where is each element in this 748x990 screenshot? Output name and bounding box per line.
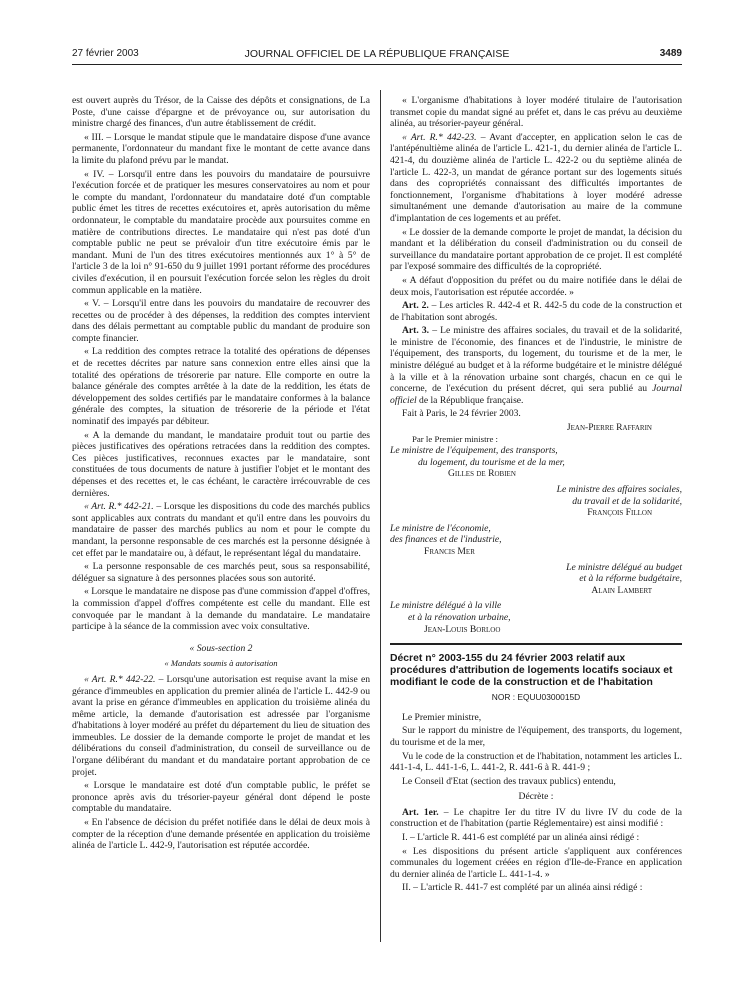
minister-title: et à la réforme budgétaire, — [579, 573, 682, 585]
minister-title: Le ministre de l'économie, — [390, 522, 491, 534]
paragraph: Vu le code de la construction et de l'habitation, notamment les articles L. 441-1-4, L. 441-1-6, L. 441-2, R. 441-6 à R. 441-9 ; — [390, 750, 682, 774]
minister-title: du logement, du tourisme et de la mer, — [418, 456, 565, 468]
paragraph: « IV. – Lorsqu'il entre dans les pouvoirs du mandataire de poursuivre l'exécution forcée et de pratiquer les mesures conservatoires au nom et pour le compte du mandant, l'ordonnateur du mandataire doté d'un comptable public émet les titres de recettes exécutoires et, après autorisation du même ordonnateur, le comptable du mandataire procède aux poursuites comme en matière de contributions directes. Le mandataire qui n'est pas doté d'un comptable public ne peut se prévaloir d'un titre exécutoire émis par le mandant. Muni de l'un des titres exécutoires mentionnés aux 1° à 5° de l'article 3 de la loi n° 91-650 du 9 juillet 1991 portant réforme des procédures civiles d'exécution, il en poursuit l'exécution forcée selon les règles du droit commun applicable en la matière. — [72, 168, 370, 296]
article-text: – Le ministre des affaires sociales, du travail et de la solidarité, le ministre de l'économie, des finances et de l'industrie, le ministre de l'équipement, des transports, du logement, du tourisme et de la mer, le ministre délégué au budget et à la réforme budgétaire et le ministre délégué à la ville et à la rénovation urbaine sont chargés, chacun en ce qui le concerne, de l'exécution du présent décret, qui sera publié au — [390, 325, 682, 395]
column-separator — [380, 90, 381, 942]
done-at: Fait à Paris, le 24 février 2003. — [402, 408, 521, 420]
left-column — [72, 95, 370, 854]
subsection-heading: « Sous-section 2 — [189, 642, 253, 654]
article-3 — [390, 325, 682, 406]
journal-ref: Journal officiel — [390, 383, 682, 406]
minister-name: Francis Mer — [424, 545, 475, 557]
paragraph: Le Conseil d'Etat (section des travaux publics) entendu, — [402, 775, 616, 787]
issue-date: 27 février 2003 — [72, 48, 139, 59]
minister-title: des finances et de l'industrie, — [390, 534, 502, 546]
page-number: 3489 — [659, 48, 682, 59]
minister-name: Jean-Louis Borloo — [424, 623, 501, 635]
minister-title: Le ministre de l'équipement, des transports, — [390, 445, 558, 457]
decrete: Décrète : — [518, 791, 554, 803]
paragraph: « La reddition des comptes retrace la totalité des opérations de dépenses et de recettes décrites par nature sans connexion entre elles ainsi que la totalité des opérations de trésorerie par nature. Elle comporte en outre la balance générale des comptes arrêtée à la date de la reddition, les états de développement des soldes certifiés par le mandataire conformes à la balance générale des comptes, la situation de trésorerie de la période et l'état nominatif des impayés par débiteur. — [72, 346, 370, 428]
minister-title: Le ministre délégué au budget — [566, 561, 682, 573]
paragraph: Le Premier ministre, — [402, 711, 482, 723]
paragraph: « III. – Lorsque le mandat stipule que le mandataire dispose d'une avance permanente, l'ordonnateur du mandant fixe le montant de cette avance dans la limite du plafond prévu par le mandat. — [72, 131, 370, 166]
article-ref: « Art. R.* 442-23. — [402, 131, 477, 143]
paragraph: II. – L'article R. 441-7 est complété par un alinéa ainsi rédigé : — [402, 882, 643, 894]
minister-title: Le ministre délégué à la ville — [390, 600, 502, 612]
minister-name: François Fillon — [587, 507, 652, 519]
article-text: – Les articles R. 442-4 et R. 442-5 du code de la construction et de l'habitation sont abrogés. — [390, 300, 683, 323]
article-label: Art. 3. — [402, 325, 430, 337]
paragraph: « Les dispositions du présent article s'appliquent aux conférences communales du logement créées en région d'Ile-de-France en application du dernier alinéa de l'article L. 441-1-4. » — [390, 845, 682, 880]
minister-name: Gilles de Robien — [448, 468, 516, 480]
paragraph: « Lorsque le mandataire ne dispose pas d'une commission d'appel d'offres, la commission d'appel d'offres compétente est celle du mandant. Elle est convoquée par le mandant à la demande du mandataire. Le mandataire participe à la séance de la commission avec voix consultative. — [72, 586, 370, 633]
subsection-title: « Mandats soumis à autorisation — [164, 658, 278, 669]
by-prime-minister: Par le Premier ministre : — [412, 433, 498, 444]
article-paragraph — [72, 674, 370, 778]
article-ref: « Art. R.* 442-21. — [84, 501, 154, 513]
header-rule — [72, 64, 682, 65]
article-2 — [390, 300, 682, 323]
paragraph: « En l'absence de décision du préfet notifiée dans le délai de deux mois à compter de la réception d'une demande présentée en application du troisième alinéa de l'article L. 442-9, l'autorisation est réputée accordée. — [72, 817, 370, 852]
minister-title: et à la rénovation urbaine, — [408, 611, 511, 623]
paragraph: I. – L'article R. 441-6 est complété par un alinéa ainsi rédigé : — [402, 832, 640, 844]
paragraph: « V. – Lorsqu'il entre dans les pouvoirs du mandataire de recouvrer des recettes ou de procéder à des dépenses, la reddition des comptes intervient dans des délais permettant au comptable public du mandant de produire son compte financier. — [72, 298, 370, 344]
paragraph: « L'organisme d'habitations à loyer modéré titulaire de l'autorisation transmet copie du mandat signé au préfet et, dans le cas prévu au deuxième alinéa, au trésorier-payeur général. — [390, 95, 682, 130]
article-text: – Le chapitre Ier du titre IV du livre IV du code de la construction et de l'habitation (partie Réglementaire) est ainsi modifié : — [390, 806, 682, 830]
article-1 — [390, 807, 682, 830]
decree-title: Décret n° 2003-155 du 24 février 2003 relatif aux procédures d'attribution de logements locatifs sociaux et modifiant le code de la construction et de l'habitation — [390, 653, 673, 689]
right-column — [390, 95, 682, 896]
article-label: Art. 2. — [402, 300, 429, 312]
paragraph: « A la demande du mandant, le mandataire produit tout ou partie des pièces justificatives des opérations retracées dans la reddition des comptes. Ces pièces justificatives, reconnues exactes par le mandataire, sont constituées de tous documents de nature à justifier l'objet et le montant des dépenses et des recettes et, le cas échéant, le caractère irrécouvrable de ces dernières. — [72, 429, 370, 499]
journal-title: JOURNAL OFFICIEL DE LA RÉPUBLIQUE FRANÇAISE — [244, 48, 510, 60]
article-text: – Avant d'accepter, en application selon le cas de l'antépénultième alinéa de l'article L. 421-1, du dernier alinéa de l'article L. 421-4, du douzième alinéa de l'article L. 422-2 ou du septième alinéa de l'article L. 422-3, un mandat de gérance portant sur des logements situés dans des copropriétés connaissant des difficultés importantes de fonctionnement, l'organisme d'habitations à loyer modéré adresse simultanément une demande d'autorisation au maire de la commune d'implantation de ces logements et au préfet. — [390, 131, 682, 224]
article-paragraph — [390, 132, 682, 225]
article-ref: « Art. R.* 442-22. — [84, 673, 156, 685]
paragraph: Sur le rapport du ministre de l'équipement, des transports, du logement, du tourisme et de la mer, — [390, 725, 682, 748]
signatory-prime-minister: Jean-Pierre Raffarin — [566, 422, 652, 434]
minister-title: Le ministre des affaires sociales, — [556, 484, 682, 495]
minister-name: Alain Lambert — [591, 584, 652, 596]
article-paragraph — [72, 501, 370, 559]
paragraph: « A défaut d'opposition du préfet ou du maire notifiée dans le délai de deux mois, l'autorisation est réputée accordée. » — [390, 274, 682, 298]
decree-separator — [390, 643, 682, 645]
paragraph: « La personne responsable de ces marchés peut, sous sa responsabilité, déléguer sa signature à des personnes placées sous son autorité. — [72, 561, 370, 584]
article-label: Art. 1er. — [402, 806, 439, 818]
article-text-end: de la République française. — [416, 394, 524, 406]
paragraph: « Lorsque le mandataire est doté d'un comptable public, le préfet se prononce après avis du trésorier-payeur général dont dépend le poste comptable du mandataire. — [72, 780, 370, 815]
paragraph: est ouvert auprès du Trésor, de la Caisse des dépôts et consignations, de La Poste, d'une caisse d'épargne et de prévoyance ou, sur autorisation du ministre chargé des finances, d'un autre établissement de crédit. — [72, 95, 370, 130]
nor-reference: NOR : EQUU0300015D — [491, 692, 581, 703]
paragraph: « Le dossier de la demande comporte le projet de mandat, la décision du mandant et la délibération du conseil d'administration ou du conseil de surveillance du mandataire portant approbation de ce projet. Il est complété par l'exposé sommaire des difficultés de la copropriété. — [390, 226, 682, 273]
page-header — [72, 48, 682, 64]
article-text: – Lorsqu'une autorisation est requise avant la mise en gérance d'immeubles en application du premier alinéa de l'article L. 442-9 ou avant la prise en gérance d'immeubles en application du troisième alinéa du même article, la demande d'autorisation est adressée par l'organisme d'habitations à loyer modéré au préfet du département du lieu de situation des immeubles. Le dossier de la demande comporte le projet de mandat et les délibérations du conseil d'administration, du conseil de surveillance ou de l'organe délibérant du mandant et du mandataire portant approbation de ce projet. — [72, 673, 370, 778]
minister-title: du travail et de la solidarité, — [572, 495, 682, 507]
article-text: – Lorsque les dispositions du code des marchés publics sont applicables aux contrats du mandant et qu'il entre dans les pouvoirs du mandataire de passer des marchés publics au nom et pour le compte du mandant, la personne responsable de ces marchés est la personne désignée à cet effet par le mandataire ou, à défaut, le représentant légal du mandataire. — [72, 501, 370, 559]
